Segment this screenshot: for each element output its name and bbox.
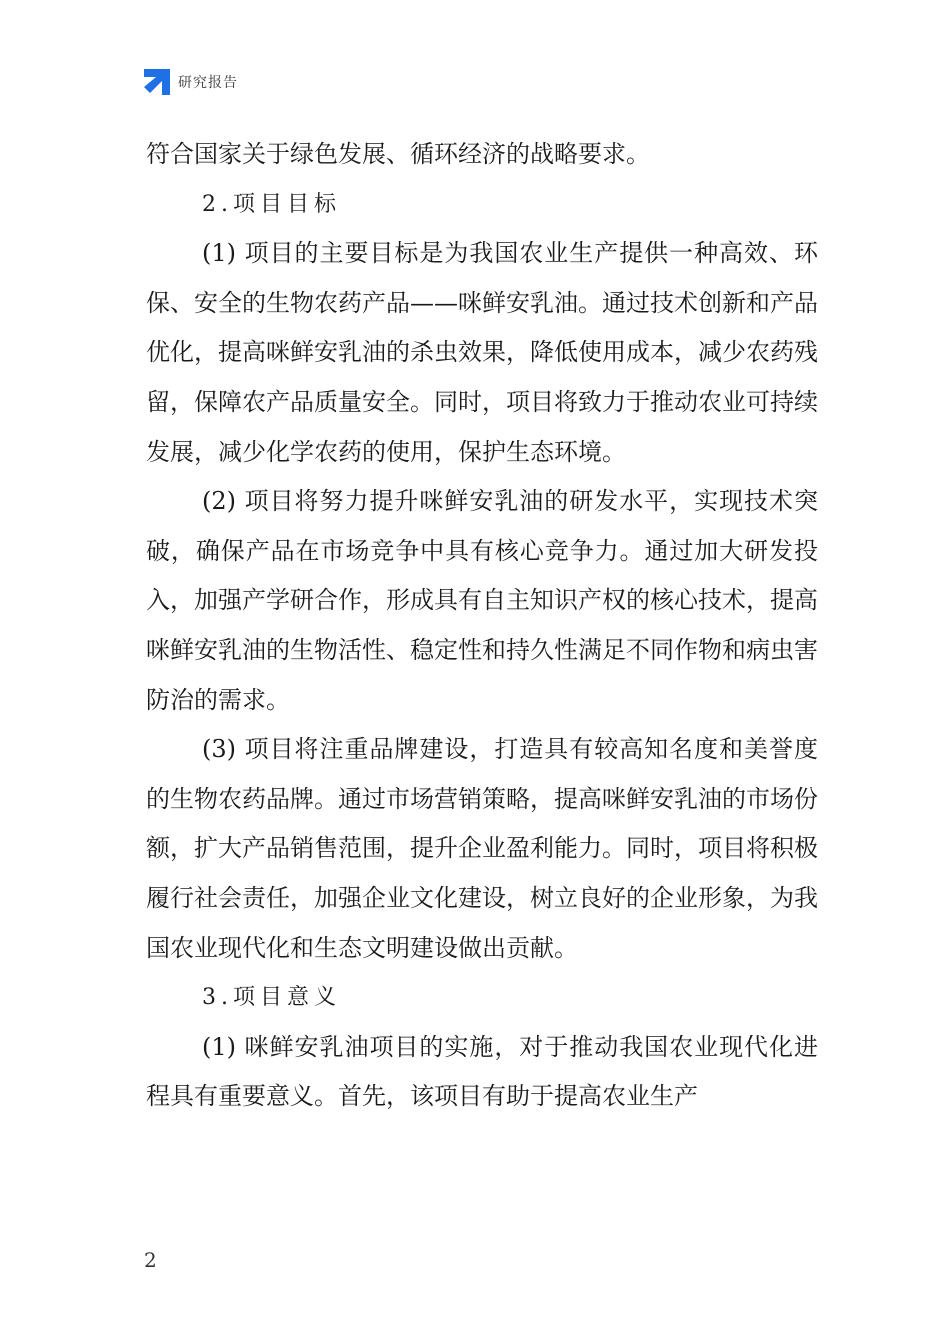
section-heading-project-goals: 2.项目目标 (202, 191, 341, 217)
document-body (146, 130, 818, 1122)
paragraph-goal-1: (1) 项目的主要目标是为我国农业生产提供一种高效、环保、安全的生物农药产品——咪鲜安乳油。通过技术创新和产品优化，提高咪鲜安乳油的杀虫效果，降低使用成本，减少农药残留，保障农产品质量安全。同时，项目将致力于推动农业可持续发展，减少化学农药的使用，保护生态环境。 (146, 239, 818, 466)
page-header (144, 68, 238, 96)
paragraph-continuation: 符合国家关于绿色发展、循环经济的战略要求。 (146, 140, 650, 168)
arrow-up-right-icon (144, 69, 170, 95)
page-number: 2 (144, 1248, 157, 1272)
paragraph-goal-3: (3) 项目将注重品牌建设，打造具有较高知名度和美誉度的生物农药品牌。通过市场营销策略，提高咪鲜安乳油的市场份额，扩大产品销售范围，提升企业盈利能力。同时，项目将积极履行社会责任，加强企业文化建设，树立良好的企业形象，为我国农业现代化和生态文明建设做出贡献。 (146, 735, 818, 962)
paragraph-significance-1: (1) 咪鲜安乳油项目的实施，对于推动我国农业现代化进程具有重要意义。首先，该项目有助于提高农业生产 (146, 1032, 818, 1111)
header-title: 研究报告 (178, 75, 238, 91)
section-heading-project-significance: 3.项目意义 (202, 985, 341, 1011)
paragraph-goal-2: (2) 项目将努力提升咪鲜安乳油的研发水平，实现技术突破，确保产品在市场竞争中具有核心竞争力。通过加大研发投入，加强产学研合作，形成具有自主知识产权的核心技术，提高咪鲜安乳油的生物活性、稳定性和持久性满足不同作物和病虫害防治的需求。 (146, 487, 818, 714)
